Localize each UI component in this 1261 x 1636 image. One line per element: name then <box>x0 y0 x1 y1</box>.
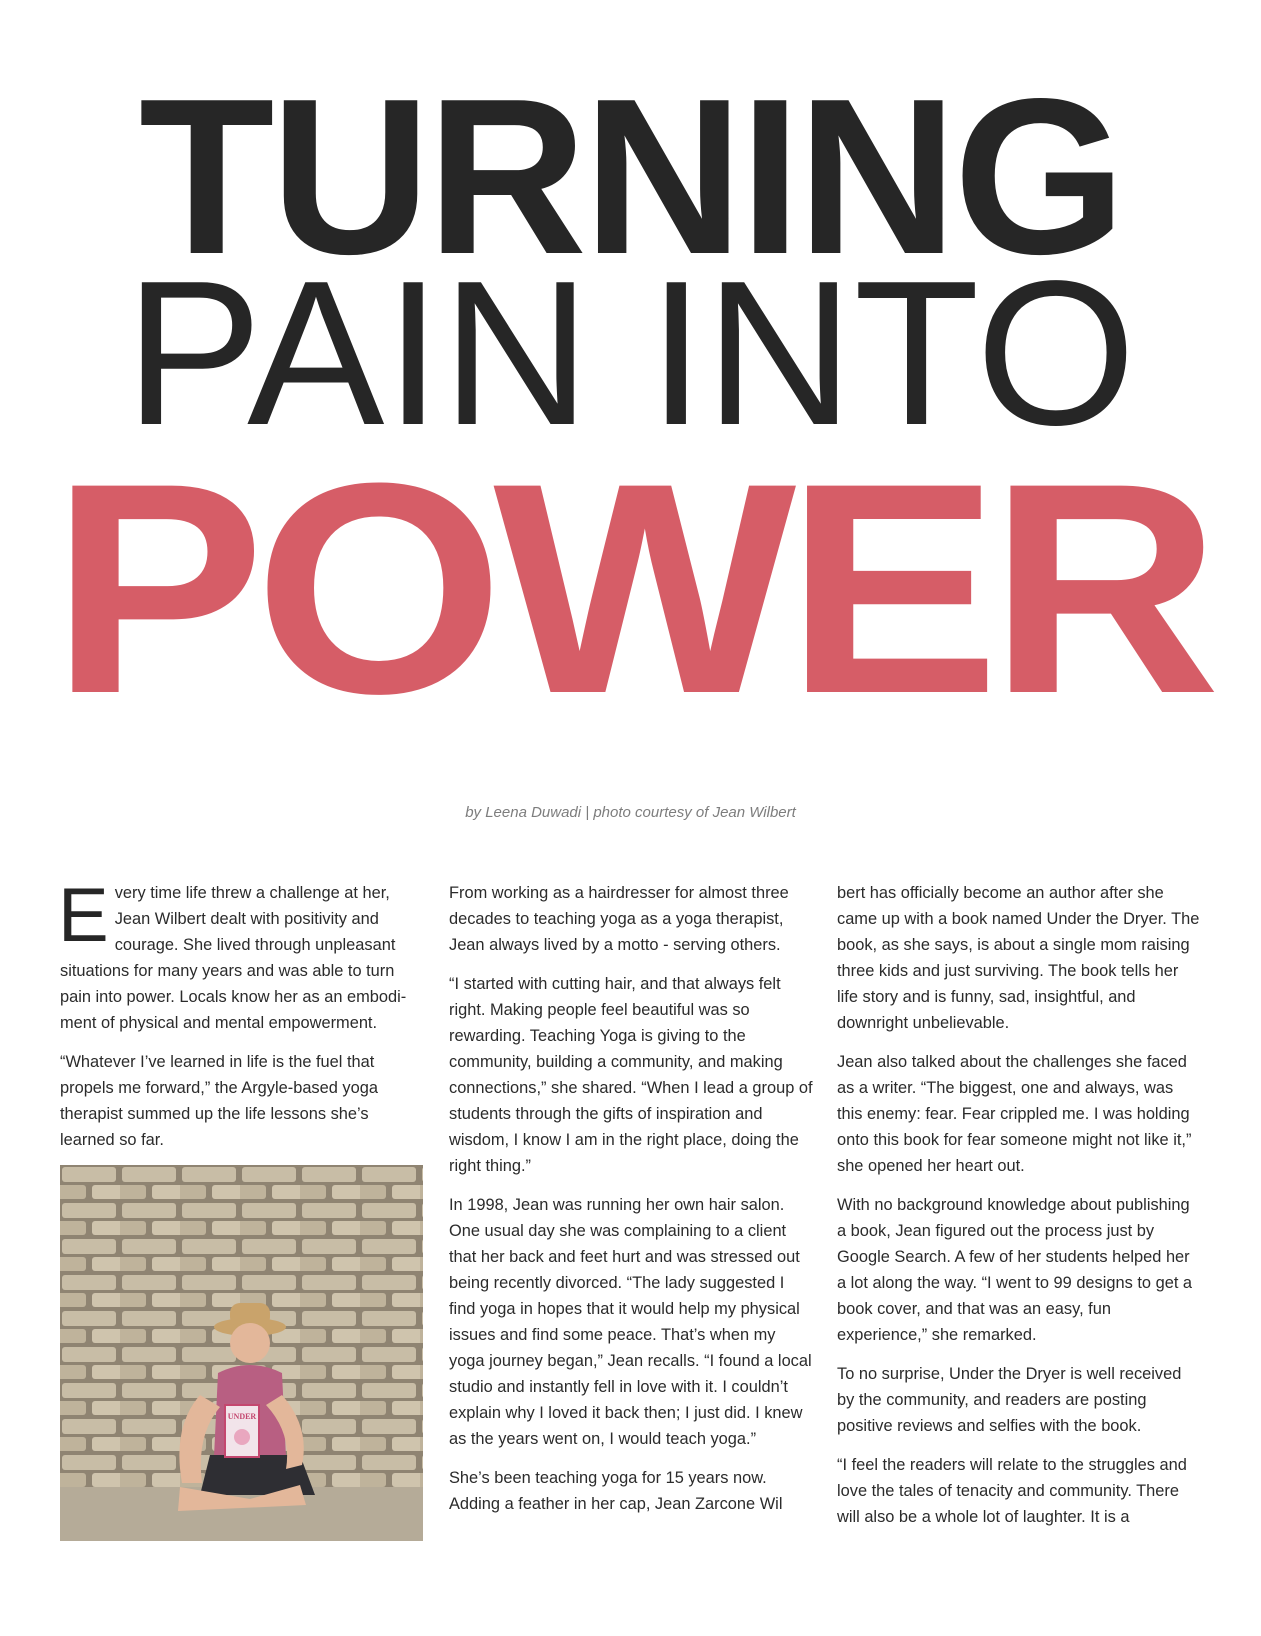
headline-power: POWER <box>50 420 1211 756</box>
headline-turning: TURNING <box>138 53 1123 301</box>
paragraph: “I feel the readers will relate to the struggles and love the tales of tenacity and community. There will also be a whole lot of laughter. It is a <box>837 1456 1187 1526</box>
byline: by Leena Duwadi | photo courtesy of Jean Wilbert <box>465 804 796 821</box>
paragraph-text: very time life threw a challenge at her, Jean Wilbert dealt with positivity and courage. She lived through unpleasant situations for many years and was able to turn pain into power. Locals know her as an embodiment of physical and mental empowerment. <box>60 884 407 1032</box>
paragraph: “Whatever I’ve learned in life is the fuel that propels me forward,” the Argyle-based yoga therapist summed up the life lessons she’s learned so far. <box>60 1053 378 1149</box>
headline-pain-into: PAIN INTO <box>124 238 1137 468</box>
paragraph: To no surprise, Under the Dryer is well received by the community, and readers are posting positive reviews and selfies with the book. <box>837 1365 1182 1435</box>
article-column-2 <box>449 880 813 1530</box>
photo-jean-wilbert <box>60 1165 423 1541</box>
paragraph: From working as a hairdresser for almost three decades to teaching yoga as a yoga therapist, Jean always lived by a motto - serving others. <box>449 884 789 954</box>
photo-illustration <box>60 1165 423 1541</box>
paragraph: Jean also talked about the challenges she faced as a writer. “The biggest, one and always, was this enemy: fear. Fear crippled me. I was holding onto this book for fear someone might not like it,” she opened her heart out. <box>837 1053 1192 1175</box>
drop-cap: E <box>58 873 109 958</box>
paragraph: In 1998, Jean was running her own hair salon. One usual day she was complaining to a client that her back and feet hurt and was stressed out being recently divorced. “The lady suggested I find yoga in hopes that it would help my physical issues and find some peace. That’s when my yoga journey began,” Jean recalls. “I found a local studio and instantly fell in love with it. I couldn’t explain why I loved it back then; I just did. I knew as the years went on, I would teach yoga.” <box>449 1196 812 1448</box>
article-column-3 <box>837 880 1203 1543</box>
paragraph: With no background knowledge about publishing a book, Jean figured out the process just by Google Search. A few of her students helped her a lot along the way. “I went to 99 designs to get a book cover, and that was an easy, fun experience,” she remarked. <box>837 1196 1193 1344</box>
article-column-1 <box>58 873 426 1166</box>
paragraph: “I started with cutting hair, and that always felt right. Making people feel beautiful was so rewarding. Teaching Yoga is giving to the community, building a community, and making connections,” she shared. “When I lead a group of students through the gifts of inspiration and wisdom, I know I am in the right place, doing the right thing.” <box>449 975 813 1175</box>
paragraph <box>58 873 426 1036</box>
paragraph: bert has officially become an author after she came up with a book named Under the Dryer. The book, as she says, is about a single mom raising three kids and just surviving. The book tells her life story and is funny, sad, insightful, and downright unbelievable. <box>837 884 1200 1032</box>
book-title: UNDER <box>227 1412 257 1421</box>
paragraph: She’s been teaching yoga for 15 years now. Adding a feather in her cap, Jean Zarcone Wil <box>449 1469 783 1513</box>
